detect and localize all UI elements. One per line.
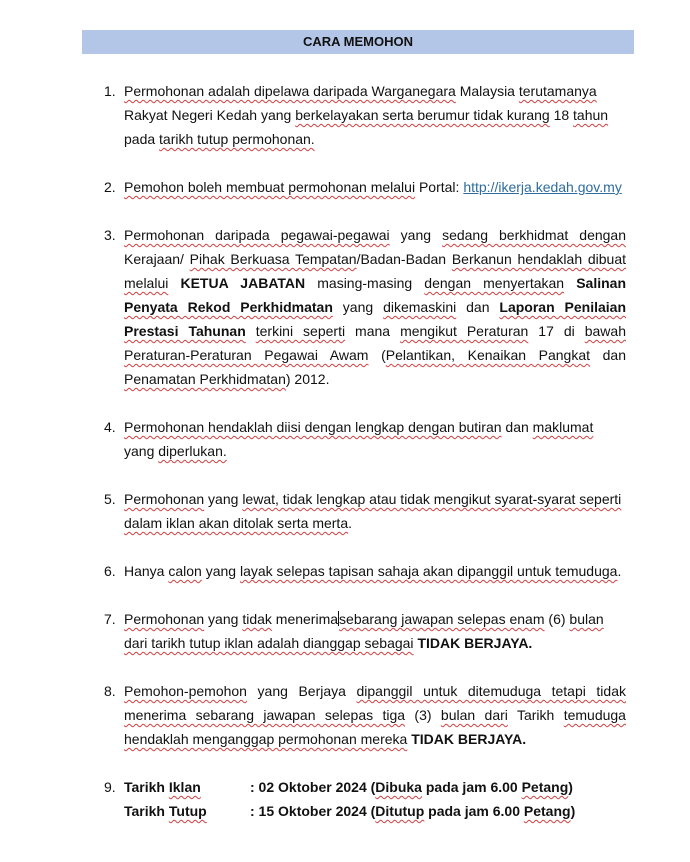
text-segment: Pihak Berkuasa Tempatan [189,251,357,267]
list-item-1 [0,79,626,151]
list-item-2 [0,175,626,199]
text-segment: (3) [405,707,441,723]
item-text [124,559,626,583]
text-segment: (6) [544,611,570,627]
dates-table [124,775,626,823]
section-header [82,30,634,54]
text-segment: dan [501,419,533,435]
text-segment: yang [124,443,159,459]
item-text [124,175,626,199]
text-segment: Pemohon boleh membuat permohonan melalui [124,179,416,195]
text-segment: diperlukan. [158,443,227,459]
item-number: 7. [104,611,116,627]
text-segment: dengan menyertakan [424,275,565,291]
text-segment: tahun [573,107,609,123]
text-segment: bulan dari [440,707,508,723]
text-segment: bawah Peraturan-Peraturan Pegawai Awam [124,323,626,363]
text-segment: ) 2012. [285,371,330,387]
text-segment: Permohonan daripada pegawai-pegawai [124,227,390,243]
text-segment: dan [456,299,500,315]
text-segment: temuduga hendaklah menganggap permohonan mereka [124,707,626,747]
list-item-5 [0,487,626,535]
item-text [124,79,626,151]
text-segment: dikemaskini [383,299,457,315]
text-segment: lewat, tidak lengkap atau tidak mengikut syarat-syarat seperti dalam iklan akan ditolak serta merta [124,491,622,531]
item-number: 4. [104,419,116,435]
text-segment: yang [389,227,443,243]
date-label-advert: Tarikh Iklan [124,779,201,795]
list-item-8 [0,679,626,751]
text-segment: terutamanya [518,83,597,99]
text-segment: yang [201,563,240,579]
text-segment: pada [124,131,160,147]
item-text [124,415,626,463]
item-number: 3. [104,227,116,243]
text-segment: tidak [242,611,272,627]
text-segment: Permohonan [124,611,205,627]
text-segment: mana [345,323,401,339]
date-label-close: Tarikh Tutup [124,803,207,819]
item-number: 5. [104,491,116,507]
text-segment: 18 [549,107,574,123]
list-item-9-dates [0,775,626,823]
text-segment: yang [332,299,384,315]
text-segment: Tarikh [507,707,564,723]
text-segment: ( [368,347,386,363]
text-segment: berkelayakan serta berumur tidak kurang [295,107,550,123]
text-segment: 17 di [528,323,585,339]
item-text [124,487,626,535]
text-segment: calon [168,563,202,579]
bold-text: TIDAK BERJAYA. [411,731,527,747]
text-segment: sebarang jawapan selepas enam [339,611,545,627]
text-segment: terkini seperti [255,323,346,339]
portal-link[interactable]: http://ikerja.kedah.gov.my [463,179,622,195]
text-segment: yang [204,611,243,627]
bold-text: KETUA JABATAN [180,275,306,291]
text-segment: Malaysia [455,83,519,99]
item-number: 6. [104,563,116,579]
text-segment [564,275,576,291]
item-number: 2. [104,179,116,195]
item-number: 8. [104,683,116,699]
text-segment: Berkanun hendaklah dibuat melalui [124,251,626,291]
item-number: 9. [104,779,116,795]
text-segment [168,275,180,291]
section-title: CARA MEMOHON [302,34,413,49]
list-item-6 [0,559,626,583]
text-segment: Pemohon-pemohon [124,683,247,699]
date-value-advert: : 02 Oktober 2024 (Dibuka pada jam 6.00 Petang) [250,779,573,795]
bold-text: Salinan [576,275,626,291]
instruction-list [0,79,690,847]
text-segment: layak selepas tapisan sahaja akan dipanggil untuk temuduga [239,563,618,579]
text-segment: masing-masing [305,275,425,291]
text-segment: . [348,515,352,531]
bold-text: Penyata Rekod Perkhidmatan [124,299,333,315]
bold-text: Laporan Penilaian Prestasi Tahunan [124,299,627,339]
text-segment: Hanya [124,563,169,579]
text-segment: tarikh tutup permohonan. [159,131,315,147]
text-segment: Permohonan [124,491,205,507]
text-segment: yang [204,491,243,507]
text-segment: Penamatan Perkhidmatan [124,371,286,387]
text-segment: Kerajaan/ [124,251,190,267]
list-item-3 [0,223,626,391]
list-item-7 [0,607,626,655]
list-item-4 [0,415,626,463]
date-value-close: : 15 Oktober 2024 (Ditutup pada jam 6.00 Petang) [250,803,576,819]
text-segment: dipanggil untuk ditemuduga tetapi tidak menerima sebarang jawapan selepas tiga [124,683,626,723]
text-segment: Permohonan adalah dipelawa daripada Warganegara [124,83,456,99]
text-segment: menerima [271,611,339,627]
text-segment: . [617,563,622,579]
item-text [124,223,626,391]
text-segment: Permohonan hendaklah diisi dengan lengkap dengan butiran [124,419,502,435]
text-segment [246,323,256,339]
text-segment: dan [590,347,626,363]
item-number: 1. [104,83,116,99]
text-segment: yang Berjaya [246,683,357,699]
item-text [124,607,626,655]
text-segment: Pelantikan, Kenaikan Pangkat [385,347,591,363]
item-text [124,679,626,751]
text-segment: mengikut Peraturan [400,323,529,339]
text-segment: Rakyat Negeri Kedah yang [124,107,296,123]
text-segment: maklumat [532,419,594,435]
text-segment: bulan dari tarikh tutup iklan adalah dianggap sebagai [124,611,604,651]
text-segment: sedang berkhidmat dengan [442,227,626,243]
text-segment: /Badan-Badan [356,251,452,267]
text-segment: Portal: [415,179,464,195]
bold-text: TIDAK BERJAYA. [417,635,533,651]
